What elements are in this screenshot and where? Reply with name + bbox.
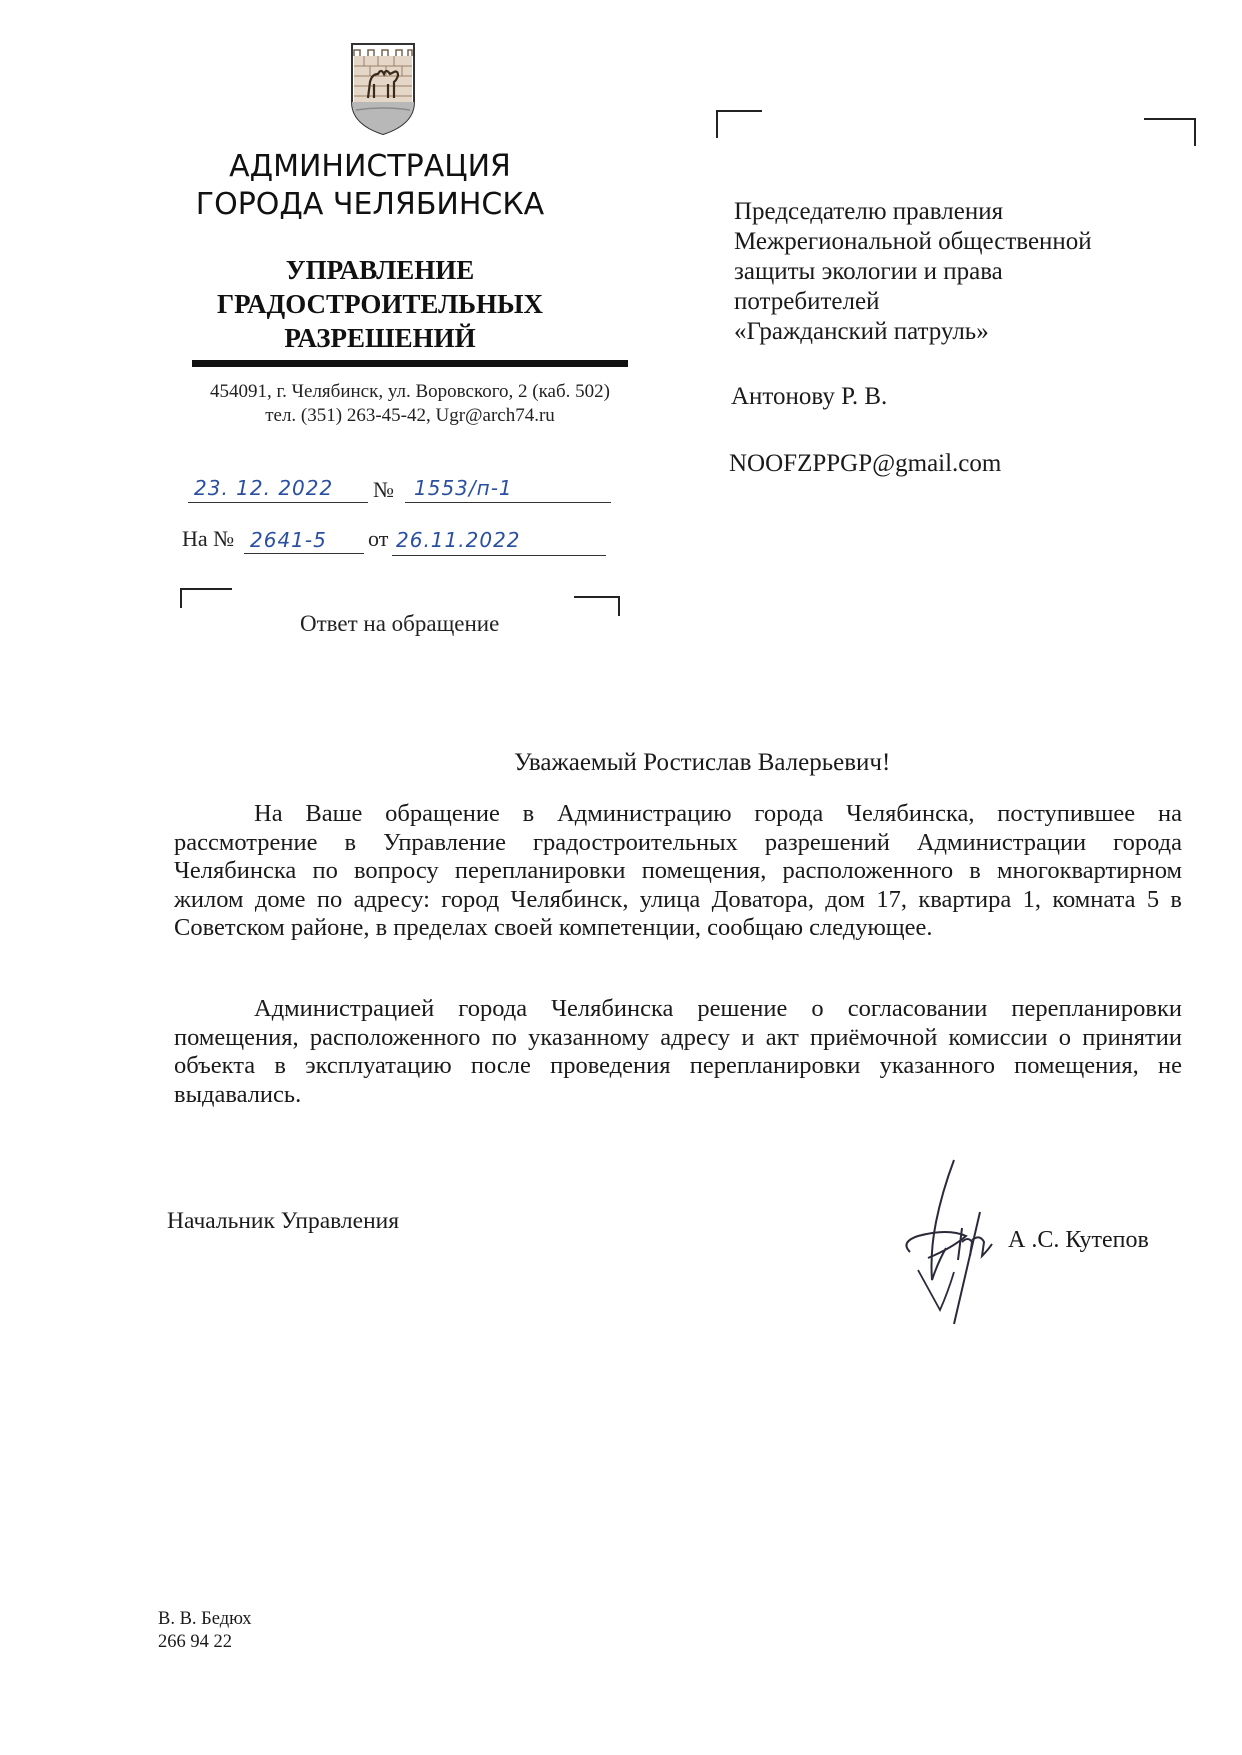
administration-title (150, 148, 590, 224)
outgoing-date-handwritten: 23. 12. 2022 (194, 476, 334, 500)
administration-title-line1: АДМИНИСТРАЦИЯ (229, 149, 511, 184)
department-title-line2: ГРАДОСТРОИТЕЛЬНЫХ (216, 289, 544, 319)
department-title-line1: УПРАВЛЕНИЕ (285, 255, 475, 285)
contacts-line: тел. (351) 263-45-42, Ugr@arch74.ru (265, 405, 555, 426)
signatory-name: А .С. Кутепов (1008, 1227, 1149, 1253)
addressee-block (734, 197, 1174, 347)
department-title-line3: РАЗРЕШЕНИЙ (284, 323, 476, 353)
reply-date-label: от (368, 526, 389, 551)
address-line: 454091, г. Челябинск, ул. Воровского, 2 (каб. 502) (210, 381, 610, 402)
department-title (150, 253, 610, 355)
body-paragraph: Администрацией города Челябинска решение о согласовании перепланировки помещения, расположенного по указанному адресу и акт приёмочной комиссии о принятии объекта в эксплуатацию после проведения перепланировки указанного помещения, не выдавались. (174, 995, 1182, 1108)
subject-bracket-right (574, 596, 620, 616)
reply-number-handwritten: 2641-5 (250, 528, 327, 552)
addressee-bracket-left (716, 110, 762, 138)
letter-subject: Ответ на обращение (300, 611, 500, 636)
reply-number-label: На № (182, 526, 235, 551)
addressee-bracket-right (1144, 118, 1196, 146)
outgoing-number-handwritten: 1553/п-1 (414, 476, 513, 500)
addressee-name: Антонову Р. В. (731, 383, 888, 410)
reply-number-field-line (244, 553, 364, 554)
body-paragraph: На Ваше обращение в Администрацию города Челябинска, поступившее на рассмотрение в Управление градостроительных разрешений Администрации города Челябинска по вопросу перепланировки помещения, расположенного в многоквартирном жилом доме по адресу: город Челябинск, улица Доватора, дом 17, квартира 1, комната 5 в Советском районе, в пределах своей компетенции, сообщаю следующее. (174, 800, 1182, 941)
addressee-line: «Гражданский патруль» (734, 318, 989, 345)
executor-block (158, 1608, 252, 1654)
number-field-line (405, 502, 611, 503)
subject-bracket-left (180, 588, 232, 608)
addressee-line: защиты экологии и права (734, 258, 1003, 285)
addressee-line: потребителей (734, 288, 880, 315)
department-address (180, 380, 640, 428)
administration-title-line2: ГОРОДА ЧЕЛЯБИНСКА (195, 187, 545, 222)
reply-date-field-line (392, 555, 606, 556)
executor-phone: 266 94 22 (158, 1632, 232, 1652)
addressee-line: Межрегиональной общественной (734, 228, 1092, 255)
addressee-email: NOOFZPPGP@gmail.com (729, 450, 1002, 477)
signatory-position: Начальник Управления (167, 1208, 400, 1234)
reply-date-handwritten: 26.11.2022 (396, 528, 521, 552)
date-field-line (188, 502, 368, 503)
handwritten-signature (896, 1152, 1006, 1328)
addressee-line: Председателю правления (734, 198, 1004, 225)
city-coat-of-arms-icon (348, 40, 418, 136)
number-label: № (373, 477, 394, 502)
letterhead-divider (192, 360, 628, 367)
salutation: Уважаемый Ростислав Валерьевич! (514, 749, 891, 776)
executor-name: В. В. Бедюх (158, 1609, 252, 1629)
